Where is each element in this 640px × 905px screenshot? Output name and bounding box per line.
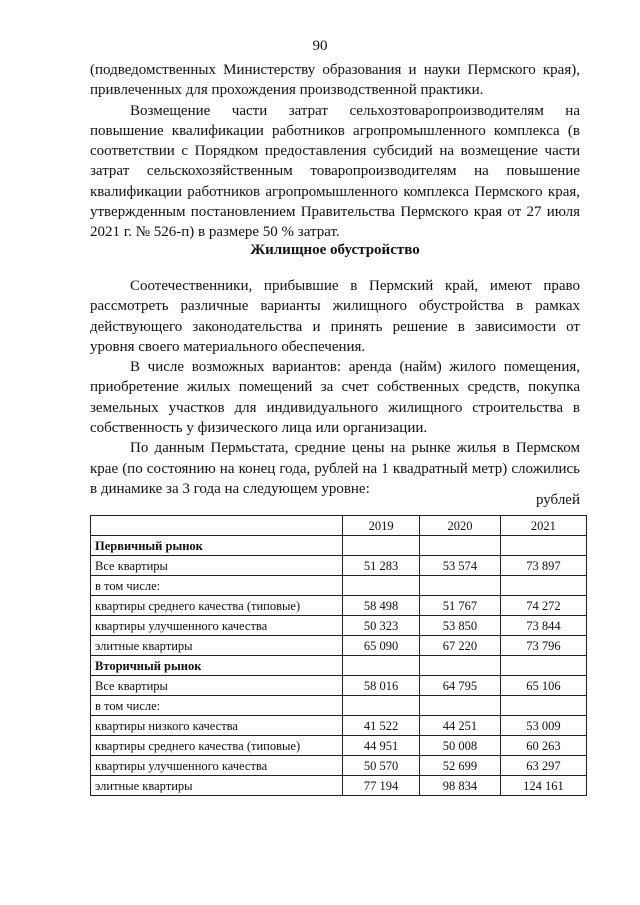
table-unit: рублей (535, 492, 580, 508)
row-label: квартиры улучшенного качества (91, 616, 343, 636)
header-cell (91, 516, 343, 536)
section-heading: Жилищное обустройство (250, 242, 420, 258)
table-row (91, 536, 587, 556)
row-label: элитные квартиры (91, 636, 343, 656)
value-cell: 51 767 (420, 596, 501, 616)
header-cell-2021: 2021 (500, 516, 586, 536)
value-cell (343, 536, 420, 556)
value-cell: 60 263 (500, 736, 586, 756)
table-row (91, 756, 587, 776)
table-row (91, 676, 587, 696)
table-header-row (91, 516, 587, 536)
row-label: квартиры среднего качества (типовые) (91, 736, 343, 756)
value-cell (500, 536, 586, 556)
table-row (91, 776, 587, 796)
value-cell: 98 834 (420, 776, 501, 796)
value-cell: 73 844 (500, 616, 586, 636)
row-label: квартиры улучшенного качества (91, 756, 343, 776)
table-row (91, 576, 587, 596)
page-number: 90 (312, 38, 328, 54)
table-row (91, 656, 587, 676)
value-cell (343, 576, 420, 596)
paragraph-compatriots: Соотечественники, прибывшие в Пермский край, имеют право рассмотреть различные варианты жилищного обустройства в рамках действующего законодательства и принять решение в зависимости от уровня своего материального обеспечения. (90, 278, 580, 355)
value-cell: 64 795 (420, 676, 501, 696)
value-cell: 73 796 (500, 636, 586, 656)
value-cell: 74 272 (500, 596, 586, 616)
row-label: квартиры низкого качества (91, 716, 343, 736)
housing-text (90, 276, 580, 499)
value-cell: 50 570 (343, 756, 420, 776)
table-row (91, 556, 587, 576)
paragraph-options: В числе возможных вариантов: аренда (найм) жилого помещения, приобретение жилых помещений за счет собственных средств, покупка земельных участков для индивидуального жилищного строительства в собственность у физического лица или организации. (90, 359, 580, 437)
value-cell (420, 656, 501, 676)
value-cell: 65 090 (343, 636, 420, 656)
section-label: Первичный рынок (91, 536, 343, 556)
value-cell (500, 696, 586, 716)
row-label: Все квартиры (91, 556, 343, 576)
value-cell: 51 283 (343, 556, 420, 576)
table-row (91, 636, 587, 656)
value-cell: 44 251 (420, 716, 501, 736)
table-row (91, 716, 587, 736)
price-table (90, 515, 587, 796)
row-label: квартиры среднего качества (типовые) (91, 596, 343, 616)
value-cell: 53 009 (500, 716, 586, 736)
value-cell (343, 656, 420, 676)
value-cell: 67 220 (420, 636, 501, 656)
value-cell: 65 106 (500, 676, 586, 696)
section-label: Вторичный рынок (91, 656, 343, 676)
value-cell: 53 574 (420, 556, 501, 576)
table-row (91, 736, 587, 756)
value-cell: 50 008 (420, 736, 501, 756)
value-cell (420, 576, 501, 596)
housing-section (90, 240, 580, 260)
value-cell: 73 897 (500, 556, 586, 576)
row-label: Все квартиры (91, 676, 343, 696)
value-cell: 41 522 (343, 716, 420, 736)
value-cell (500, 576, 586, 596)
value-cell (420, 696, 501, 716)
row-label: элитные квартиры (91, 776, 343, 796)
value-cell: 63 297 (500, 756, 586, 776)
paragraph-reimbursement: Возмещение части затрат сельхозтоваропроизводителям на повышение квалификации работников агропромышленного комплекса (в соответствии с Порядком предоставления субсидий на возмещение части затрат сельскохозяйственным товаропроизводителям на повышение квалификации работников агропромышленного комплекса Пермского края, утвержденным постановлением Правительства Пермского края от 27 июля 2021 г. № 526-п) в размере 50 % затрат. (90, 102, 580, 241)
paragraph-prices: По данным Пермьстата, средние цены на рынке жилья в Пермском крае (по состоянию на конец года, рублей на 1 квадратный метр) сложились в динамике за 3 года на следующем уровне: (90, 440, 580, 497)
paragraph-intro: (подведомственных Министерству образования и науки Пермского края), привлеченных для прохождения производственной практики. (90, 62, 580, 99)
value-cell: 50 323 (343, 616, 420, 636)
document-body (90, 60, 580, 243)
value-cell (343, 696, 420, 716)
value-cell (420, 536, 501, 556)
value-cell: 53 850 (420, 616, 501, 636)
value-cell: 58 498 (343, 596, 420, 616)
row-label: в том числе: (91, 576, 343, 596)
value-cell: 124 161 (500, 776, 586, 796)
header-cell-2019: 2019 (343, 516, 420, 536)
table-row (91, 616, 587, 636)
value-cell: 52 699 (420, 756, 501, 776)
row-label: в том числе: (91, 696, 343, 716)
table-row (91, 596, 587, 616)
value-cell: 44 951 (343, 736, 420, 756)
value-cell (500, 656, 586, 676)
value-cell: 77 194 (343, 776, 420, 796)
value-cell: 58 016 (343, 676, 420, 696)
table-row (91, 696, 587, 716)
header-cell-2020: 2020 (420, 516, 501, 536)
